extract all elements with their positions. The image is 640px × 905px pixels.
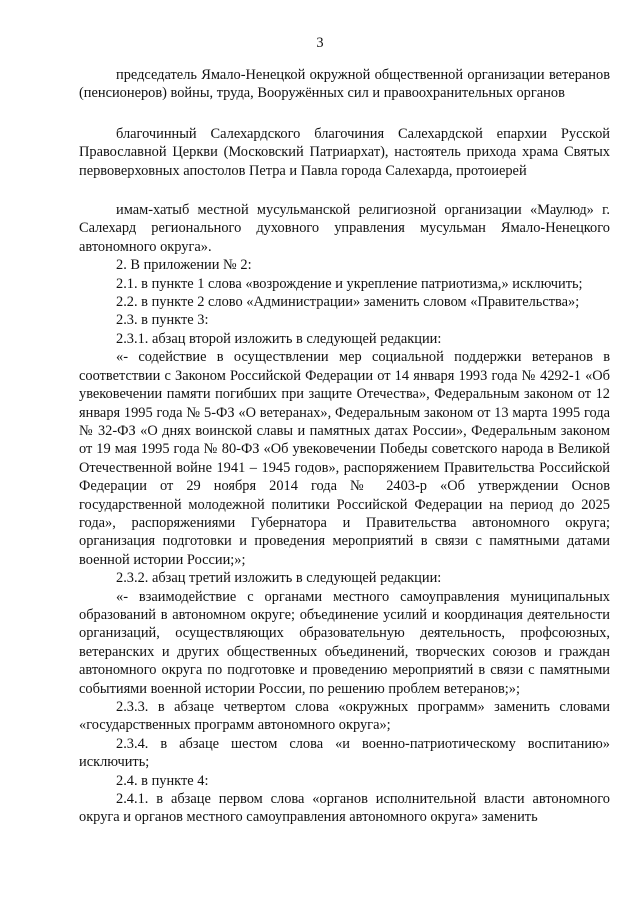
paragraph: имам-хатыб местной мусульманской религиозной организации «Маулюд» г. Салехард регионального духовного управления мусульман Ямало-Ненецкого автономного округа». — [79, 202, 610, 255]
paragraph: 2.4.1. в абзаце первом слова «органов исполнительной власти автономного округа и органов местного самоуправления автономного округа» заменить — [79, 791, 610, 826]
paragraph: 2.1. в пункте 1 слова «возрождение и укрепление патриотизма,» исключить; — [116, 275, 583, 292]
paragraph: благочинный Салехардского благочиния Салехардской епархии Русской Православной Церкви (Московский Патриархат), настоятель прихода храма Святых первоверховных апостолов Петра и Павла города Салехарда, протоиерей — [79, 125, 610, 179]
paragraph: председатель Ямало-Ненецкой окружной общественной организации ветеранов (пенсионеров) войны, труда, Вооружённых сил и правоохранительных органов — [79, 67, 610, 102]
paragraph: 2.3.3. в абзаце четвертом слова «окружных программ» заменить словами «государственных программ автономного округа»; — [79, 699, 610, 734]
paragraph: 2.2. в пункте 2 слово «Администрации» заменить словом «Правительства»; — [116, 294, 580, 311]
paragraph: 2. В приложении № 2: — [116, 257, 252, 274]
paragraph: 2.4. в пункте 4: — [116, 772, 209, 789]
paragraph: 2.3.2. абзац третий изложить в следующей редакции: — [116, 570, 442, 587]
paragraph: 2.3. в пункте 3: — [116, 312, 209, 329]
paragraph: «- взаимодействие с органами местного самоуправления муниципальных образований в автономном округе; объединение усилий и координация деятельности организаций, осуществляющих образовательную деятельность, профсоюзных, ветеранских и других общественных объединений, творческих союзов и граждан автономного округа по подготовке и проведению мероприятий в связи с памятными событиями военной истории России, по решению проблем ветеранов;»; — [79, 588, 610, 697]
paragraph: «- содействие в осуществлении мер социальной поддержки ветеранов в соответствии с Законом Российской Федерации от 14 января 1993 года № 4292-1 «Об увековечении памяти погибших при защите Отечества», Федеральным законом от 12 января 1995 года № 5-ФЗ «О ветеранах», Федеральным законом от 13 марта 1995 года № 32-ФЗ «О днях воинской славы и памятных датах России», Федеральным законом от 19 мая 1995 года № 80-ФЗ «Об увековечении Победы советского народа в Великой Отечественной войне 1941 – 1945 годов», распоряжением Правительства Российской Федерации от 29 ноября 2014 года № 2403-р «Об утверждении Основ государственной молодежной политики Российской Федерации на период до 2025 года», распоряжениями Губернатора и Правительства автономного округа; организация подготовки и проведения мероприятий в связи с памятными датами военной истории России;»; — [79, 349, 610, 568]
page-number: 3 — [316, 35, 324, 51]
document-body — [79, 66, 610, 827]
paragraph: 2.3.1. абзац второй изложить в следующей редакции: — [116, 330, 442, 347]
paragraph: 2.3.4. в абзаце шестом слова «и военно-патриотическому воспитанию» исключить; — [79, 735, 610, 771]
